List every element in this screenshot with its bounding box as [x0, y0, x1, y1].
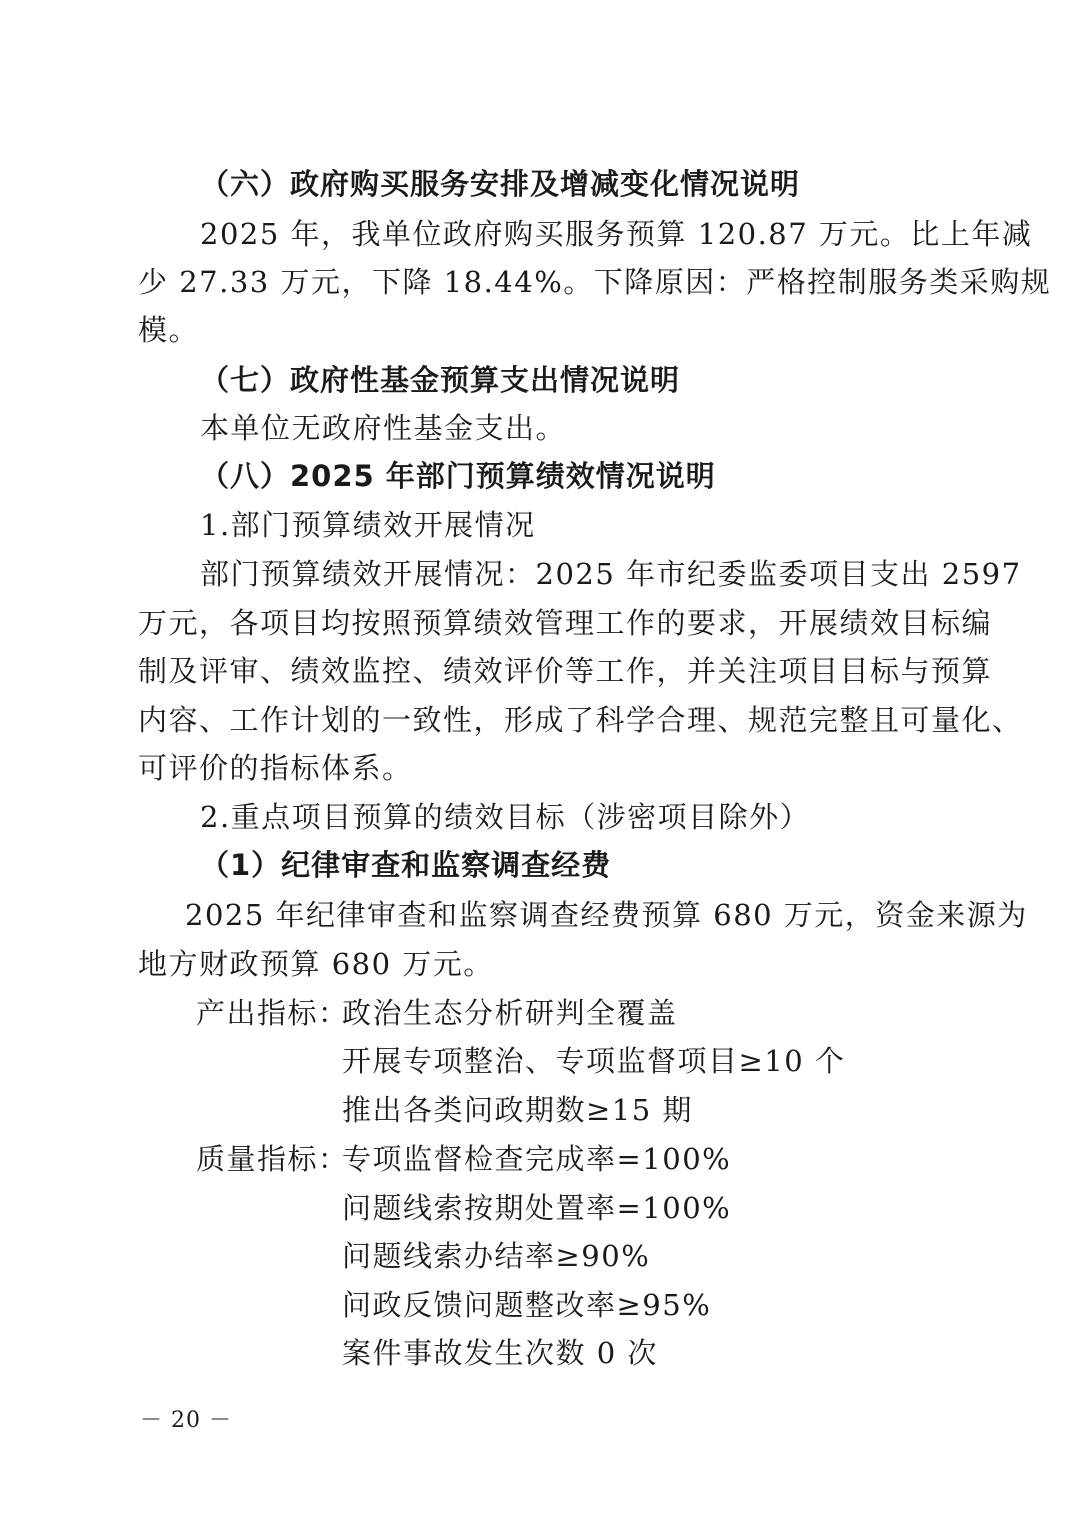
quality-indicator-item: 问政反馈问题整改率≥95% — [342, 1288, 712, 1322]
paragraph-line: 2025 年纪律审查和监察调查经费预算 680 万元，资金来源为 — [185, 898, 1028, 932]
paragraph-line: 模。 — [138, 313, 200, 347]
paragraph-line: 地方财政预算 680 万元。 — [138, 947, 494, 981]
quality-indicator-item: 问题线索办结率≥90% — [342, 1239, 651, 1273]
section-heading-7: （七）政府性基金预算支出情况说明 — [200, 363, 681, 397]
paragraph-line: 制及评审、绩效监控、绩效评价等工作，并关注项目目标与预算 — [138, 654, 993, 688]
output-indicator-item: 政治生态分析研判全覆盖 — [342, 996, 678, 1030]
paragraph-line: 本单位无政府性基金支出。 — [200, 411, 567, 445]
paragraph-line: 部门预算绩效开展情况：2025 年市纪委监委项目支出 2597 — [200, 557, 1022, 591]
output-indicator-item: 推出各类问政期数≥15 期 — [342, 1093, 693, 1127]
paragraph-line: 2025 年，我单位政府购买服务预算 120.87 万元。比上年减 — [200, 217, 1033, 251]
section-heading-6: （六）政府购买服务安排及增减变化情况说明 — [200, 167, 801, 201]
paragraph-line: 万元，各项目均按照预算绩效管理工作的要求，开展绩效目标编 — [138, 606, 993, 640]
subsection-title: 2.重点项目预算的绩效目标（涉密项目除外） — [200, 800, 811, 834]
subsection-title: 1.部门预算绩效开展情况 — [200, 508, 536, 542]
quality-indicator-label: 质量指标： — [196, 1142, 349, 1176]
quality-indicator-item: 专项监督检查完成率=100% — [342, 1142, 732, 1176]
paragraph-line: 少 27.33 万元，下降 18.44%。下降原因：严格控制服务类采购规 — [138, 265, 1052, 299]
paragraph-line: 内容、工作计划的一致性，形成了科学合理、规范完整且可量化、 — [138, 703, 1023, 737]
page-number: － 20 － — [140, 1408, 232, 1433]
paragraph-line: 可评价的指标体系。 — [138, 751, 413, 785]
quality-indicator-item: 案件事故发生次数 0 次 — [342, 1336, 658, 1370]
section-heading-8: （八）2025 年部门预算绩效情况说明 — [200, 459, 716, 493]
output-indicator-label: 产出指标： — [196, 996, 349, 1030]
output-indicator-item: 开展专项整治、专项监督项目≥10 个 — [342, 1044, 846, 1078]
quality-indicator-item: 问题线索按期处置率=100% — [342, 1191, 732, 1225]
project-title: （1）纪律审查和监察调查经费 — [200, 848, 612, 882]
